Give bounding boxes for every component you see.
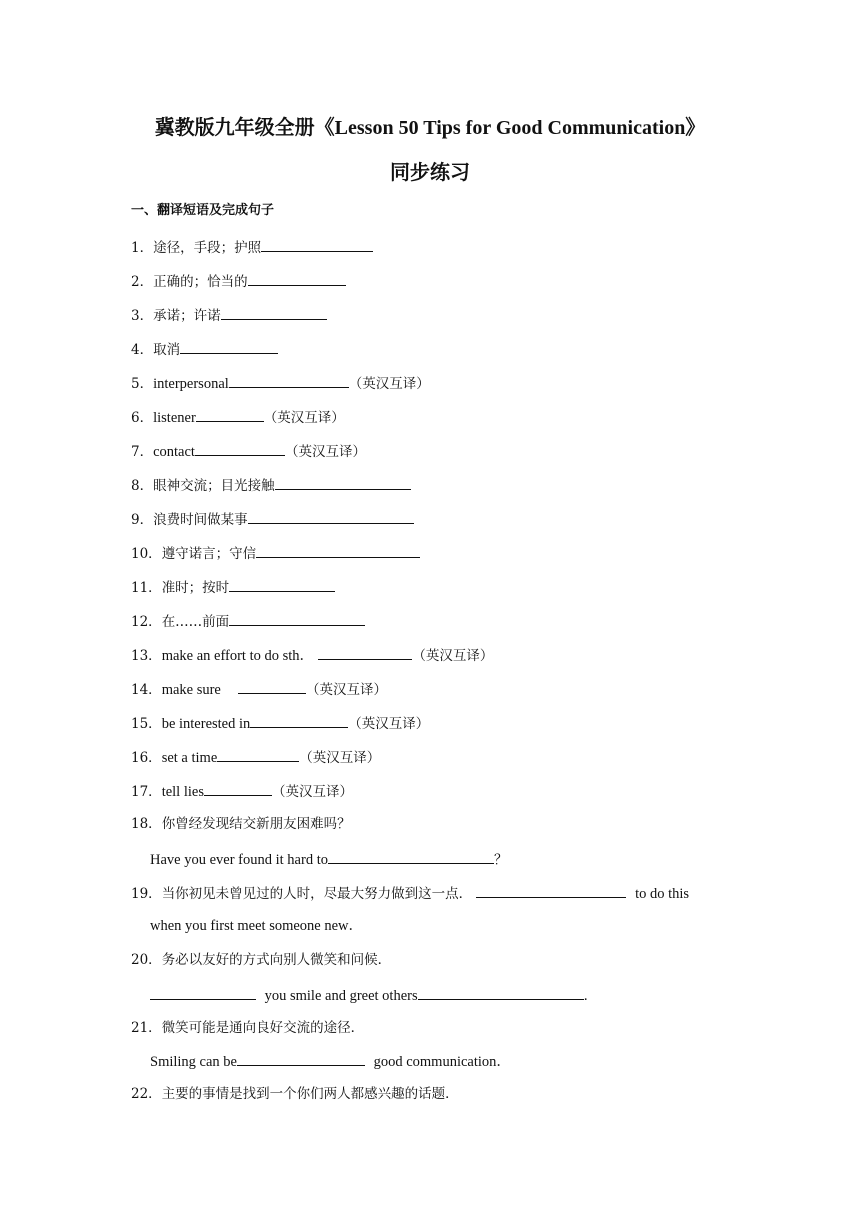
question-18-english: Have you ever found it hard to ？ (150, 848, 770, 870)
answer-blank[interactable] (150, 984, 256, 1000)
question-7: 7．contact （英汉互译） (131, 440, 751, 462)
document-subtitle: 同步练习 (390, 162, 470, 184)
answer-blank[interactable] (180, 338, 278, 354)
question-17: 17．tell lies （英汉互译） (131, 780, 751, 802)
answer-blank[interactable] (229, 576, 335, 592)
answer-blank[interactable] (195, 440, 285, 456)
question-21: 21．微笑可能是通向良好交流的途径． (131, 1020, 365, 1036)
answer-blank[interactable] (261, 236, 373, 252)
answer-blank[interactable] (229, 372, 349, 388)
question-10: 10．遵守诺言；守信 (131, 542, 751, 564)
question-12: 12．在……前面 (131, 610, 751, 632)
question-20: 20．务必以友好的方式向别人微笑和问候． (131, 952, 392, 968)
question-20-english: you smile and greet others ． (150, 984, 770, 1006)
question-16: 16．set a time （英汉互译） (131, 746, 751, 768)
answer-blank[interactable] (476, 882, 626, 898)
question-18: 18．你曾经发现结交新朋友困难吗？ (131, 816, 351, 832)
section-heading: 一、翻译短语及完成句子 (131, 203, 275, 218)
answer-blank[interactable] (204, 780, 272, 796)
question-8: 8．眼神交流；目光接触 (131, 474, 751, 496)
answer-blank[interactable] (248, 508, 414, 524)
question-11: 11．准时；按时 (131, 576, 751, 598)
answer-blank[interactable] (318, 644, 412, 660)
question-13: 13．make an effort to do sth． （英汉互译） (131, 644, 751, 666)
question-4: 4．取消 (131, 338, 751, 360)
question-9: 9．浪费时间做某事 (131, 508, 751, 530)
answer-blank[interactable] (221, 304, 327, 320)
question-2: 2．正确的；恰当的 (131, 270, 751, 292)
answer-blank[interactable] (237, 1050, 365, 1066)
question-22: 22．主要的事情是找到一个你们两人都感兴趣的话题． (131, 1086, 459, 1102)
answer-blank[interactable] (248, 270, 346, 286)
question-19: 19．当你初见未曾见过的人时，尽最大努力做到这一点． to do this (131, 882, 751, 904)
answer-blank[interactable] (250, 712, 348, 728)
document-title: 冀教版九年级全册《Lesson 50 Tips for Good Communication》 (154, 117, 706, 139)
question-19-english: when you first meet someone new． (150, 918, 364, 934)
question-21-english: Smiling can be good communication． (150, 1050, 770, 1072)
answer-blank[interactable] (217, 746, 299, 762)
question-1: 1．途径，手段；护照 (131, 236, 751, 258)
answer-blank[interactable] (256, 542, 420, 558)
question-14: 14．make sure （英汉互译） (131, 678, 751, 700)
question-6: 6．listener （英汉互译） (131, 406, 751, 428)
question-15: 15．be interested in （英汉互译） (131, 712, 751, 734)
question-3: 3．承诺；许诺 (131, 304, 751, 326)
answer-blank[interactable] (418, 984, 584, 1000)
question-5: 5．interpersonal （英汉互译） (131, 372, 751, 394)
answer-blank[interactable] (328, 848, 494, 864)
answer-blank[interactable] (229, 610, 365, 626)
answer-blank[interactable] (238, 678, 306, 694)
answer-blank[interactable] (275, 474, 411, 490)
answer-blank[interactable] (196, 406, 264, 422)
